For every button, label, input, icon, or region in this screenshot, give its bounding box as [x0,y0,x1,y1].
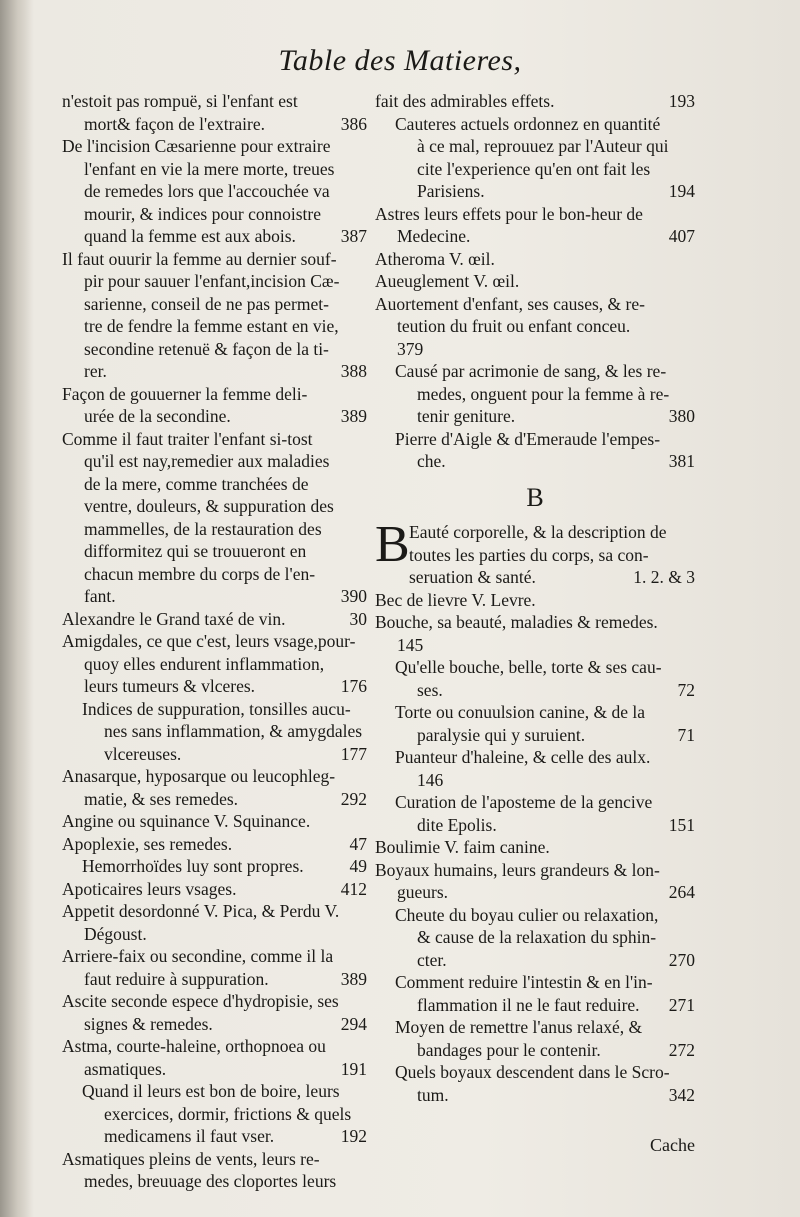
index-entry [375,90,695,113]
entry-line [62,585,367,608]
left-column [62,90,367,1193]
entry-line [375,904,695,927]
entry-line-text: Alexandre le Grand taxé de vin. [62,608,286,629]
entry-line-text: paralysie qui y suruient. [417,724,586,745]
entry-line [62,945,367,968]
entry-line [62,383,367,406]
entry-line-text: faut reduire à suppuration. [84,968,269,989]
entry-line [62,563,367,586]
entry-line [375,1061,695,1084]
entry-line [62,1058,367,1081]
index-entry [375,611,695,634]
entry-line-text: ses. [417,679,443,700]
page-number: 390 [340,586,367,606]
entry-line [62,405,367,428]
entry-line [62,180,367,203]
entry-line-text: Asmatiques pleins de vents, leurs re- [62,1148,320,1169]
entry-line [62,518,367,541]
index-entry [62,833,367,856]
entry-line-text: chacun membre du corps de l'en- [84,563,316,584]
entry-line-text: Torte ou conuulsion canine, & de la [395,702,646,722]
entry-line-text: ventre, douleurs, & suppuration des [84,496,334,516]
entry-line-text: Amigdales, ce que c'est, leurs vsage,pour- [62,631,356,651]
entry-line [375,315,695,338]
entry-line [62,788,367,811]
entry-line [375,270,695,293]
entry-line [375,769,695,792]
entry-line-text: l'enfant en vie la mere morte, treues [84,158,335,179]
entry-line [375,1084,695,1107]
entry-line [375,450,695,473]
entry-line: toutes les parties du corps, sa con- [409,544,649,565]
entry-line [62,1035,367,1058]
index-entry [375,791,695,836]
entry-line [62,293,367,316]
entry-line [375,971,695,994]
entry-line-text: seruation & santé. [409,567,536,587]
index-entry [375,1016,695,1061]
entry-line-text: Quels boyaux descendent dans le Scro- [395,1062,670,1082]
entry-line [62,990,367,1013]
entry-line [62,203,367,226]
page-number: 49 [349,856,367,876]
entry-line-text: vlcereuses. [104,743,182,764]
entry-line-text: che. [417,451,446,471]
entry-line [375,611,695,634]
entry-line [62,540,367,563]
entry-line [375,360,695,383]
entry-line-text: mammelles, de la restauration des [84,518,322,539]
entry-line-text: Qu'elle bouche, belle, torte & ses cau- [395,657,662,677]
entry-line-text: secondine retenuë & façon de la ti- [84,338,329,359]
index-entry [375,203,695,248]
entry-line [62,675,367,698]
entry-line: Eauté corporelle, & la description de [409,522,667,542]
entry-line [62,158,367,181]
page-number: 389 [340,968,367,989]
entry-line-text: Bec de lievre V. Levre. [375,589,536,610]
entry-line-text: tre de fendre la femme estant en vie, [84,316,339,336]
entry-line [62,90,367,113]
entry-line-text: mourir, & indices pour connoistre [84,203,321,224]
entry-line-text: Indices de suppuration, tonsilles aucu- [82,698,351,719]
index-entry [62,1080,367,1148]
entry-line-text: teution du fruit ou enfant conceu. [397,316,631,336]
page-number: 176 [340,676,367,696]
page-number: 387 [340,226,367,246]
page-number: 47 [349,833,367,854]
index-entry [62,878,367,901]
entry-line [62,833,367,856]
entry-line [375,1016,695,1039]
index-entry [375,293,695,338]
entry-line-text: Comme il faut traiter l'enfant si-tost [62,428,313,449]
entry-line-text: Ascite seconde espece d'hydropisie, ses [62,991,339,1011]
page-number: 271 [668,994,695,1015]
page-number: 72 [677,679,695,700]
index-entry [375,656,695,701]
page-header: Table des Matieres, [278,44,522,77]
entry-line-text: fant. [84,586,116,606]
index-entry [375,769,695,792]
entry-line-text: Causé par acrimonie de sang, & les re- [395,361,667,381]
entry-line [375,746,695,769]
index-entry-beaute [375,516,695,589]
entry-line [375,1039,695,1062]
entry-line [62,113,367,136]
entry-line [62,765,367,788]
entry-line-text: signes & remedes. [84,1013,213,1034]
index-entry [375,113,695,203]
entry-line-text: tum. [417,1084,449,1105]
entry-line [62,1103,367,1126]
index-entry [62,945,367,990]
entry-line-text: Cheute du boyau culier ou relaxation, [395,904,659,925]
entry-line-text: tenir geniture. [417,406,516,426]
right-column-a-entries [375,90,695,473]
entry-line [62,608,367,631]
page-number: 71 [677,724,695,745]
entry-line-text: Curation de l'aposteme de la gencive [395,792,653,812]
index-entry [62,135,367,248]
entry-line-text: qu'il est nay,remedier aux maladies [84,451,330,471]
page-number: 191 [340,1058,367,1079]
index-entry [375,701,695,746]
entry-line-text: mort& façon de l'extraire. [84,113,265,134]
page-number: 1. 2. & 3 [633,567,695,587]
drop-cap-letter: B [375,516,410,573]
page-number: 177 [340,743,367,764]
entry-line [375,180,695,203]
entry-line [375,724,695,747]
page-number: 270 [668,949,695,970]
entry-line-text: Dégoust. [84,923,147,944]
entry-line [375,791,695,814]
entry-line [62,878,367,901]
entry-line [62,900,367,923]
entry-line [62,720,367,743]
index-entry [375,270,695,293]
entry-line-text: Il faut ouurir la femme au dernier souf- [62,248,337,269]
entry-line-text: 145 [397,634,424,655]
index-entry [375,904,695,972]
entry-line [62,630,367,653]
entry-line [62,450,367,473]
entry-line [62,1013,367,1036]
index-entry [62,630,367,698]
entry-line-text: Apoticaires leurs vsages. [62,878,237,899]
entry-line-text: medicamens il faut vser. [104,1126,275,1146]
entry-line-text: de la mere, comme tranchées de [84,473,309,494]
index-entry [375,1061,695,1106]
entry-line [62,923,367,946]
entry-line-text: Comment reduire l'intestin & en l'in- [395,972,653,992]
entry-line [62,1148,367,1171]
entry-line [62,135,367,158]
entry-line-text: Cauteres actuels ordonnez en quantité [395,113,661,134]
index-entry [62,1148,367,1193]
entry-line-text: dite Epolis. [417,814,497,835]
entry-line [375,405,695,428]
entry-line [62,743,367,766]
entry-line-text: Bouche, sa beauté, maladies & remedes. [375,612,658,632]
page-number: 194 [668,181,695,201]
entry-line-text: Pierre d'Aigle & d'Emeraude l'empes- [395,428,661,449]
entry-line [375,814,695,837]
page-number: 381 [668,451,695,471]
index-entry [375,836,695,859]
index-entry [62,428,367,608]
index-entry [62,698,367,766]
entry-line-text: Puanteur d'haleine, & celle des aulx. [395,747,651,767]
entry-line-text: Quand il leurs est bon de boire, leurs [82,1081,340,1101]
page-number: 264 [668,882,695,902]
entry-line-text: urée de la secondine. [84,406,231,426]
entry-line-text: matie, & ses remedes. [84,788,239,809]
entry-line-text: Medecine. [397,226,471,246]
entry-line [375,994,695,1017]
entry-line [375,701,695,724]
page-number: 342 [668,1084,695,1105]
entry-line-text: gueurs. [397,882,449,902]
page-number: 192 [340,1126,367,1146]
page-number: 30 [349,608,367,629]
entry-line-text: Apoplexie, ses remedes. [62,833,233,854]
index-entry [375,971,695,1016]
entry-line-text: Angine ou squinance V. Squinance. [62,811,311,831]
entry-line-text: Boyaux humains, leurs grandeurs & lon- [375,859,660,880]
entry-line [375,679,695,702]
entry-line [375,836,695,859]
entry-line [62,1125,367,1148]
entry-line-text: & cause de la relaxation du sphin- [417,927,657,947]
index-entry [62,1035,367,1080]
entry-line-text: nes sans inflammation, & amygdales [104,721,363,741]
entry-line [375,248,695,271]
entry-line [375,589,695,612]
entry-line [375,926,695,949]
entry-line-text: Astres leurs effets pour le bon-heur de [375,203,643,224]
page-number: 386 [340,113,367,134]
entry-line [375,135,695,158]
index-entry [375,746,695,769]
entry-line-text: Hemorrhoïdes luy sont propres. [82,856,304,876]
entry-line [62,428,367,451]
page-number: 412 [340,878,367,899]
entry-line [375,225,695,248]
entry-line [375,113,695,136]
entry-line-text: exercices, dormir, frictions & quels [104,1103,352,1124]
entry-line [62,495,367,518]
entry-line-text: asmatiques. [84,1058,167,1079]
entry-line-text: leurs tumeurs & vlceres. [84,676,256,696]
entry-line [62,810,367,833]
gutter-shadow [0,0,34,1217]
entry-line-text: Appetit desordonné V. Pica, & Perdu V. [62,901,340,921]
entry-line [375,90,695,113]
page-number: 388 [340,361,367,381]
entry-line [62,473,367,496]
entry-line [375,634,695,657]
entry-line [375,203,695,226]
index-entry [375,360,695,428]
page-number: 151 [668,814,695,835]
entry-line-text: quoy elles endurent inflammation, [84,653,325,674]
entry-line [375,428,695,451]
page-number: 272 [668,1039,695,1060]
entry-line-text: flammation il ne le faut reduire. [417,994,640,1015]
entry-line-text: de remedes lors que l'accouchée va [84,181,330,201]
entry-line-text: pir pour sauuer l'enfant,incision Cæ- [84,271,340,291]
entry-line-text: Parisiens. [417,181,485,201]
catchword: Cache [650,1135,695,1155]
entry-line-text: Moyen de remettre l'anus relaxé, & [395,1017,643,1037]
entry-line [62,855,367,878]
page-number: 292 [340,788,367,809]
page-number: 389 [340,406,367,426]
index-entry [375,338,695,361]
entry-line-text: cter. [417,949,447,970]
entry-line-text: medes, onguent pour la femme à re- [417,383,670,404]
entry-line [62,653,367,676]
entry-line-text: bandages pour le contenir. [417,1039,601,1060]
entry-line [375,338,695,361]
index-entry [375,859,695,904]
entry-line [62,248,367,271]
entry-line-text: Boulimie V. faim canine. [375,837,550,857]
index-entry [62,900,367,945]
entry-line-text: n'estoit pas rompuë, si l'enfant est [62,91,298,111]
index-entry [375,248,695,271]
entry-line-text: rer. [84,361,107,381]
entry-line-text: De l'incision Cæsarienne pour extraire [62,136,331,156]
entry-line-text: 146 [417,769,444,790]
entry-line-text: cite l'experience qu'en ont fait les [417,158,651,179]
entry-line-text: difformitez qui se trouueront en [84,541,307,561]
entry-line [62,1080,367,1103]
index-entry [62,855,367,878]
entry-line-text: Anasarque, hyposarque ou leucophleg- [62,766,336,786]
entry-line-text: Atheroma V. œil. [375,248,495,269]
entry-line [62,315,367,338]
entry-line [375,949,695,972]
right-column-b-entries [375,589,695,1107]
entry-line [375,881,695,904]
entry-line [375,656,695,679]
page-number: 294 [340,1013,367,1034]
index-entry [62,383,367,428]
entry-line [375,383,695,406]
entry-line [409,566,695,589]
entry-line-text: à ce mal, reprouuez par l'Auteur qui [417,136,669,156]
entry-line-text: medes, breuuage des cloportes leurs [84,1171,337,1191]
index-entry [62,765,367,810]
entry-line-text: Astma, courte-haleine, orthopnoea ou [62,1036,326,1056]
index-entry [62,990,367,1035]
right-column [375,90,695,1106]
entry-line-text: 379 [397,338,424,359]
entry-line-text: quand la femme est aux abois. [84,226,296,246]
entry-line [375,158,695,181]
entry-line [375,859,695,882]
index-entry [375,428,695,473]
page-number: 193 [668,91,695,111]
entry-line [62,968,367,991]
entry-line-text: Arriere-faix ou secondine, comme il la [62,946,334,966]
entry-line-text: Aueuglement V. œil. [375,271,520,291]
index-entry [62,608,367,631]
page-number: 380 [668,406,695,426]
entry-line-text: fait des admirables effets. [375,91,555,111]
entry-line [62,270,367,293]
entry-line [375,293,695,316]
entry-line [62,698,367,721]
entry-line [62,338,367,361]
index-entry [62,810,367,833]
page-number: 407 [668,226,695,246]
index-entry [375,589,695,612]
entry-line-text: Façon de gouuerner la femme deli- [62,383,308,404]
entry-line-text: Auortement d'enfant, ses causes, & re- [375,293,645,314]
index-entry [62,248,367,383]
index-entry [375,634,695,657]
entry-line [62,360,367,383]
entry-line-text: sarienne, conseil de ne pas permet- [84,293,329,314]
entry-line [62,1170,367,1193]
entry-line [62,225,367,248]
section-letter-b: B [526,482,544,512]
index-entry [62,90,367,135]
